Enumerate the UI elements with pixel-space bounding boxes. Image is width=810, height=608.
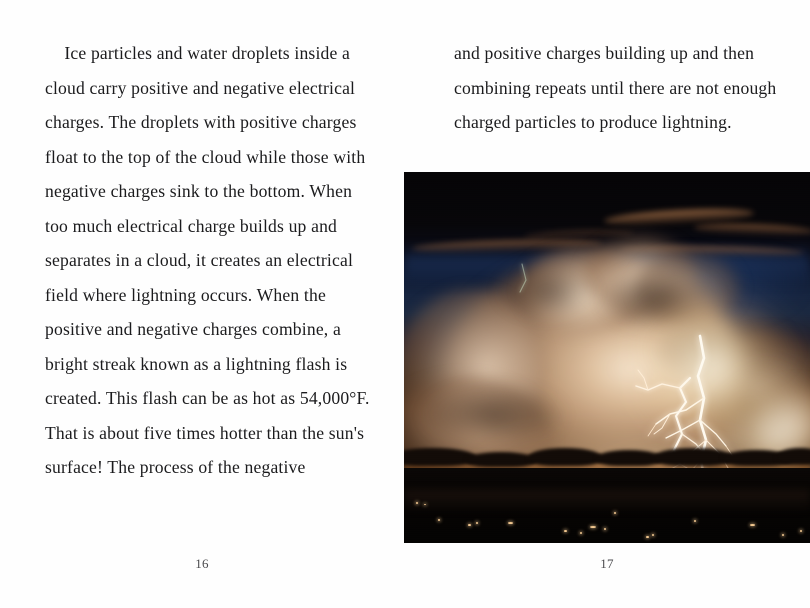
city-light: [424, 504, 426, 505]
right-page-body-text: and positive charges building up and then combining repeats until there are not enough charged particles to produce lightning.: [454, 43, 781, 132]
city-light: [646, 536, 649, 538]
dark-cloud-ridge: [654, 448, 732, 466]
left-page-paragraph: Ice particles and water droplets inside a cloud carry positive and negative electrical charges. The droplets with positive charges float to the top of the cloud while those with negative charges sink to the bottom. When too much electrical charge builds up and separates in a cloud, it creates an electrical field where lightning occurs. When the positive and negative charges combine, a bright streak known as a lightning flash is created. This flash can be as hot as 54,000°F. That is about five times hotter than the sun's surface! The process of the negative: [45, 43, 374, 477]
city-light: [468, 524, 471, 526]
city-light: [652, 534, 654, 536]
lightning-photograph: [404, 172, 810, 543]
city-light: [604, 528, 606, 530]
dark-cloud-ridge: [466, 452, 536, 467]
city-light: [782, 534, 784, 536]
city-light: [508, 522, 513, 524]
city-light: [564, 530, 567, 532]
cloud-shadow: [424, 386, 564, 444]
city-light: [800, 530, 802, 532]
city-light: [694, 520, 696, 522]
city-light: [750, 524, 755, 526]
right-page-number: 17: [600, 556, 614, 571]
city-light: [614, 512, 616, 514]
dark-cloud-ridge: [404, 448, 476, 466]
dark-cloud-ridge: [528, 448, 602, 466]
city-light: [580, 532, 582, 534]
city-light: [416, 502, 418, 504]
photo-canvas: [404, 172, 810, 543]
dark-cloud-ridge: [596, 450, 662, 466]
dark-cloud-ridge: [776, 448, 810, 465]
cloud-shadow: [498, 264, 596, 316]
left-page-body-text: [45, 36, 375, 485]
city-light: [590, 526, 596, 528]
city-light: [438, 519, 440, 521]
landscape-haze: [404, 490, 810, 512]
left-page: [0, 0, 404, 608]
left-page-number: 16: [195, 556, 209, 571]
city-light: [476, 522, 478, 524]
